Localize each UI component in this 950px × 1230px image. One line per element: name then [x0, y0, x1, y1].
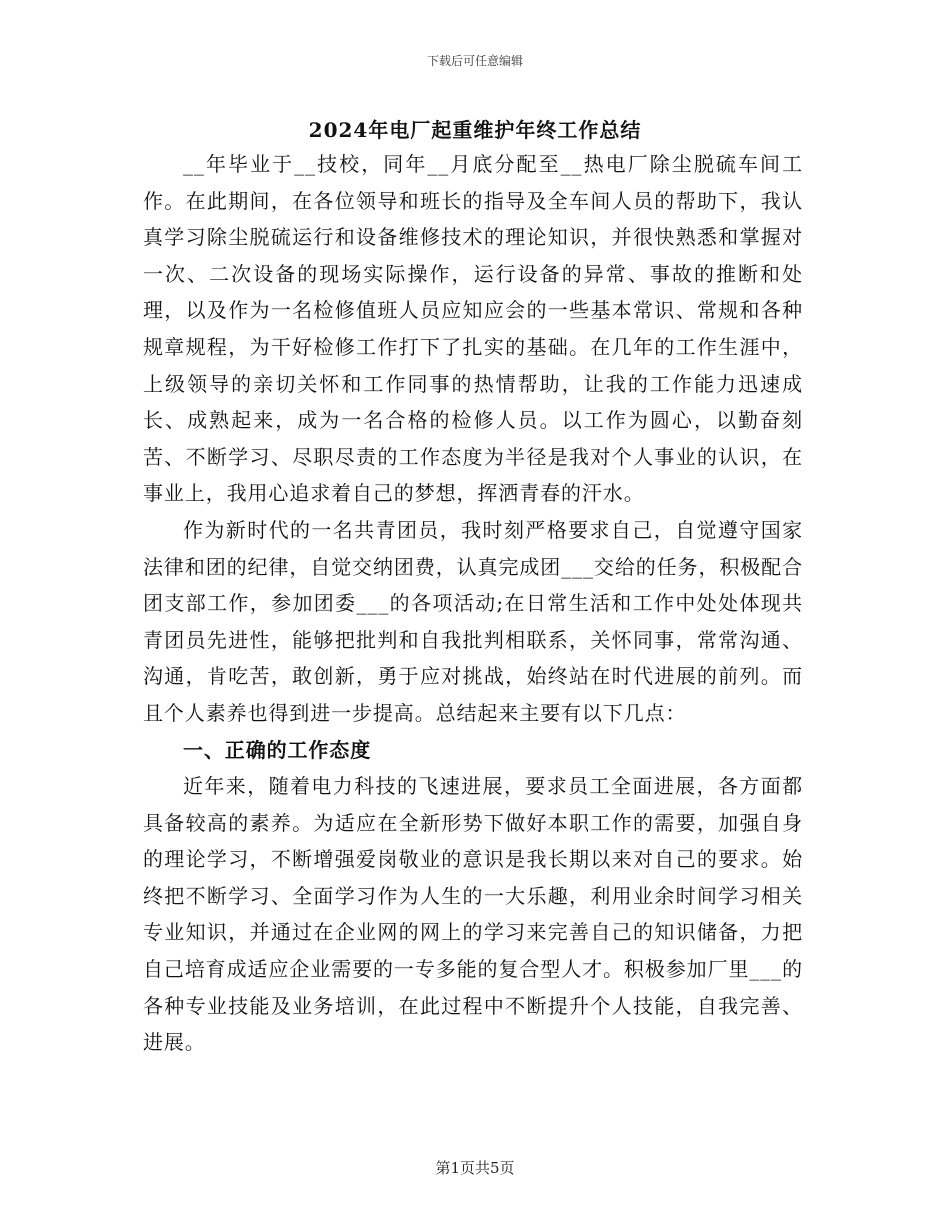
header-note: 下载后可任意编辑: [426, 54, 523, 68]
body-paragraph-2: 作为新时代的一名共青团员，我时刻严格要求自己，自觉遵守国家法律和团的纪律，自觉交纳团费，认真完成团___交给的任务，积极配合团支部工作，参加团委___的各项活动;在日常生活和工作中处处体现共青团员先进性，能够把批判和自我批判相联系，关怀同事，常常沟通、沟通，肯吃苦，敢创新，勇于应对挑战，始终站在时代进展的前列。而且个人素养也得到进一步提高。总结起来主要有以下几点：: [143, 517, 803, 725]
page-indicator: 第1页共5页: [435, 1159, 515, 1177]
section-heading: 一、正确的工作态度: [183, 737, 372, 762]
section-paragraph: 近年来，随着电力科技的飞速进展，要求员工全面进展，各方面都具备较高的素养。为适应在全新形势下做好本职工作的需要，加强自身的理论学习，不断增强爱岗敬业的意识是我长期以来对自己的要求。始终把不断学习、全面学习作为人生的一大乐趣，利用业余时间学习相关专业知识，并通过在企业网的网上的学习来完善自己的知识储备，力把自己培育成适应企业需要的一专多能的复合型人才。积极参加厂里___的各种专业技能及业务培训，在此过程中不断提升个人技能，自我完善、进展。: [143, 774, 803, 1055]
document-body: [143, 146, 803, 1061]
document-title: 2024年电厂起重维护年终工作总结: [308, 118, 642, 142]
body-paragraph-1: __年毕业于__技校，同年__月底分配至__热电厂除尘脱硫车间工作。在此期间，在各位领导和班长的指导及全车间人员的帮助下，我认真学习除尘脱硫运行和设备维修技术的理论知识，并很快熟悉和掌握对一次、二次设备的现场实际操作，运行设备的异常、事故的推断和处理，以及作为一名检修值班人员应知应会的一些基本常识、常规和各种规章规程，为干好检修工作打下了扎实的基础。在几年的工作生涯中，上级领导的亲切关怀和工作同事的热情帮助，让我的工作能力迅速成长、成熟起来，成为一名合格的检修人员。以工作为圆心，以勤奋刻苦、不断学习、尽职尽责的工作态度为半径是我对个人事业的认识，在事业上，我用心追求着自己的梦想，挥洒青春的汗水。: [143, 152, 803, 506]
